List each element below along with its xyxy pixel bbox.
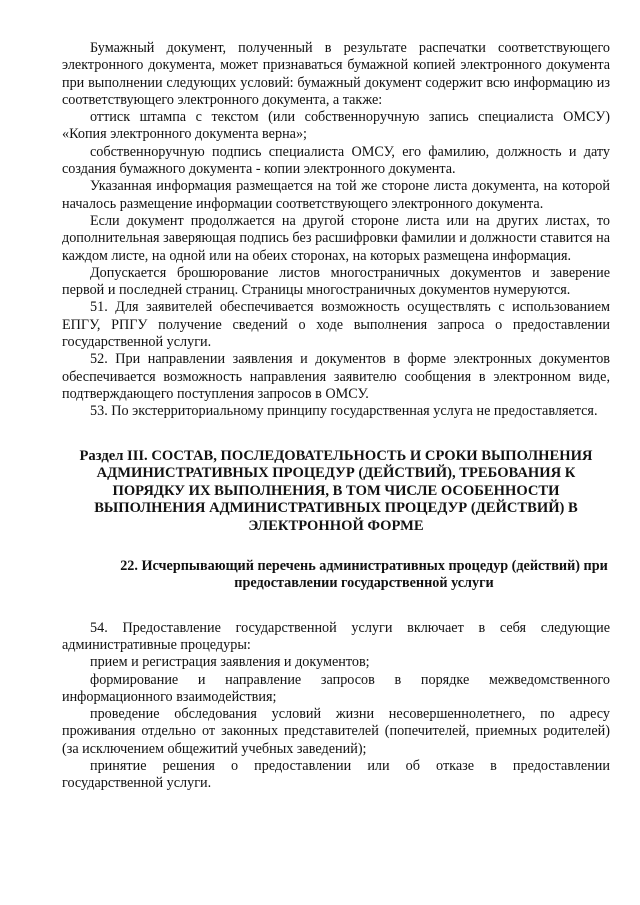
list-item-decision: принятие решения о предоставлении или об отказе в предоставлении государственной услуги. <box>62 758 610 792</box>
paragraph-item-52: 52. При направлении заявления и документов в форме электронных документов обеспечивается возможность направления заявителю сообщения в электронном виде, подтверждающего поступления запросов в ОМСУ. <box>62 351 610 402</box>
paragraph-specialist-signature: собственноручную подпись специалиста ОМСУ, его фамилию, должность и дату создания бумажного документа - копии электронного документа. <box>62 143 610 178</box>
paragraph-item-51: 51. Для заявителей обеспечивается возможность осуществлять с использованием ЕПГУ, РПГУ получение сведений о ходе выполнения запроса о предоставлении государственной услуги. <box>62 299 610 351</box>
paragraph-item-54: 54. Предоставление государственной услуги включает в себя следующие административные процедуры: <box>62 619 610 653</box>
paragraph-binding-pages: Допускается брошюрование листов многостраничных документов и заверение первой и последней страниц. Страницы многостраничных документов нумеруются. <box>62 264 610 299</box>
list-item-living-conditions-survey: проведение обследования условий жизни несовершеннолетнего, по адресу проживания отдельно от законных представителей (попечителей, приемных родителей) (за исключением общежитий учебных заведений); <box>62 706 610 757</box>
paragraph-info-placement: Указанная информация размещается на той же стороне листа документа, на которой началось размещение информации соответствующего электронного документа. <box>62 178 610 212</box>
paragraph-continuation-signature: Если документ продолжается на другой стороне листа или на других листах, то дополнительная заверяющая подпись без расшифровки фамилии и должности ставится на каждом листе, на одной или на обеих сторонах, на которых размещена информация. <box>62 212 610 264</box>
subsection-title: 22. Исчерпывающий перечень административных процедур (действий) при предоставлении государственной услуги <box>120 557 608 592</box>
section-title: Раздел III. СОСТАВ, ПОСЛЕДОВАТЕЛЬНОСТЬ И СРОКИ ВЫПОЛНЕНИЯ АДМИНИСТРАТИВНЫХ ПРОЦЕДУР (ДЕЙСТВИЙ), ТРЕБОВАНИЯ К ПОРЯДКУ ИХ ВЫПОЛНЕНИЯ, В ТОМ ЧИСЛЕ ОСОБЕННОСТИ ВЫПОЛНЕНИЯ АДМИНИСТРАТИВНЫХ ПРОЦЕДУР (ДЕЙСТВИЙ) В ЭЛЕКТРОННОЙ ФОРМЕ <box>79 447 593 534</box>
document-page <box>62 40 610 793</box>
paragraph-stamp-imprint: оттиск штампа с текстом (или собственноручную запись специалиста ОМСУ) «Копия электронного документа верна»; <box>62 109 610 143</box>
paragraph-paper-copy-conditions: Бумажный документ, полученный в результате распечатки соответствующего электронного документа, может признаваться бумажной копией электронного документа при выполнении следующих условий: бумажный документ содержит всю информацию из соответствующего электронного документа, а также: <box>62 40 610 108</box>
paragraph-item-53: 53. По экстерриториальному принципу государственная услуга не предоставляется. <box>90 403 598 420</box>
list-item-interagency-requests: формирование и направление запросов в порядке межведомственного информационного взаимодействия; <box>62 671 610 705</box>
list-item-registration: прием и регистрация заявления и документов; <box>90 654 370 671</box>
